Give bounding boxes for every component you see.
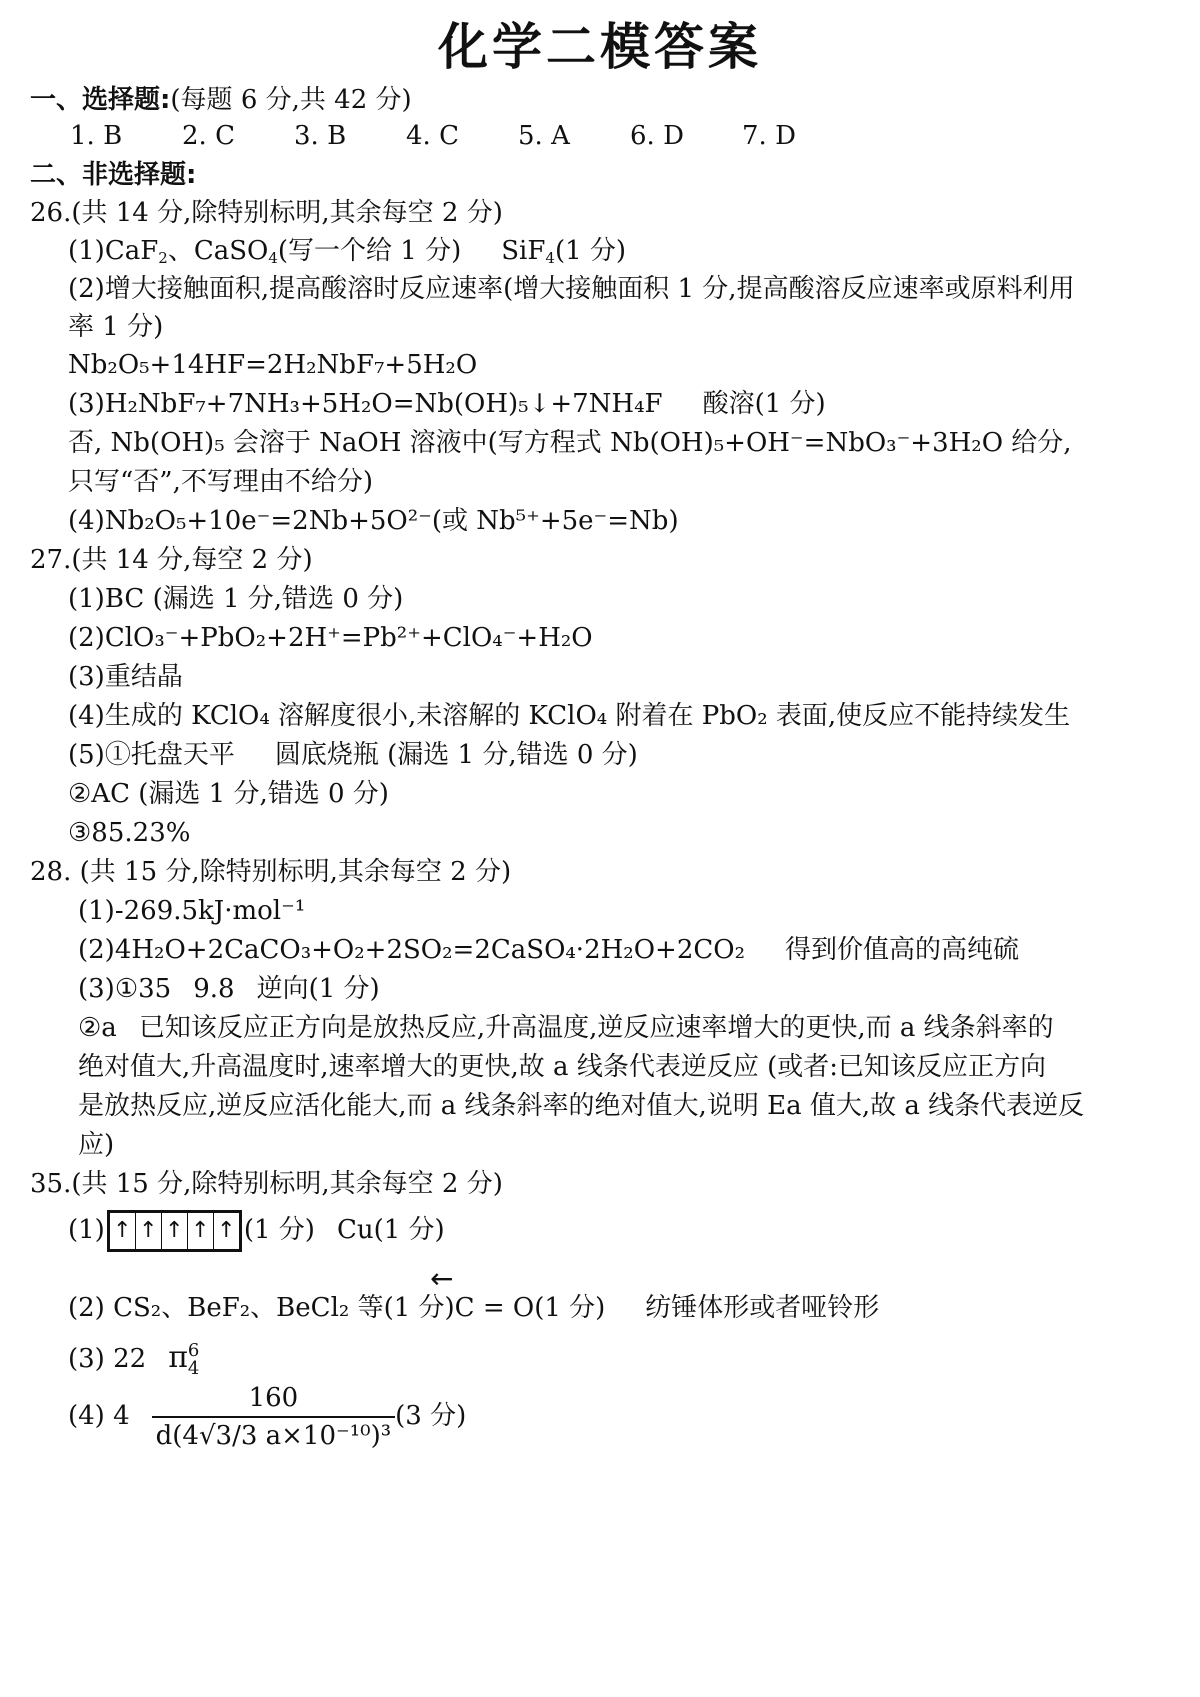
q27-part3: (3)重结晶 <box>68 662 183 692</box>
q35-p2-answer: 纺锤体形或者哑铃形 <box>645 1293 880 1323</box>
section-1-line <box>30 82 412 118</box>
up-arrow-icon: ↑ <box>162 1213 188 1249</box>
q35-part2 <box>68 1290 879 1326</box>
q26-part2-line1: (2)增大接触面积,提高酸溶时反应速率(增大接触面积 1 分,提高酸溶反应速率或原料利用 <box>68 274 1075 304</box>
q26-p1-text: (1)CaF <box>68 236 159 266</box>
q26-p1-score: (1 分) <box>554 236 627 266</box>
q27-p5-answer: (5)①托盘天平 <box>68 740 235 770</box>
section-2-heading: 二、非选择题: <box>30 160 197 190</box>
q26-part4: (4)Nb₂O₅+10e⁻=2Nb+5O²⁻(或 Nb⁵⁺+5e⁻=Nb) <box>68 506 679 536</box>
q35-p1-label: (1) <box>68 1215 105 1245</box>
q26-equation-1: Nb₂O₅+14HF=2H₂NbF₇+5H₂O <box>68 350 478 380</box>
q35-p1-score: (1 分) <box>243 1215 315 1245</box>
q26-part3 <box>68 386 826 422</box>
q28-part2 <box>78 932 1019 968</box>
choice-answer: 2. C <box>182 121 235 151</box>
q28-part3 <box>78 971 380 1007</box>
q35-p3-superscript: 6 <box>187 1340 200 1361</box>
q35-part3 <box>68 1340 199 1378</box>
q26-heading: 26.(共 14 分,除特别标明,其余每空 2 分) <box>30 198 503 228</box>
q28-part3-2-line2: 绝对值大,升高温度时,速率增大的更快,故 a 线条代表逆反应 (或者:已知该反应正方向 <box>78 1052 1046 1082</box>
q26-part1: (1)CaF$_2$、CaSO$_4$(写一个给 1 分) SiF$_4$(1 分) <box>68 236 627 267</box>
choice-answer: 5. A <box>518 121 570 151</box>
q27-part2: (2)ClO₃⁻+PbO₂+2H⁺=Pb²⁺+ClO₄⁻+H₂O <box>68 623 593 653</box>
q27-p5-answer: 圆底烧瓶 (漏选 1 分,错选 0 分) <box>274 740 638 770</box>
fraction-denominator: d(4√3/3 a×10⁻¹⁰)³ <box>155 1421 392 1451</box>
q26-part2-line2: 率 1 分) <box>68 312 164 342</box>
q28-p3-answer: 9.8 <box>193 974 235 1004</box>
q28-part3-2-line3: 是放热反应,逆反应活化能大,而 a 线条斜率的绝对值大,说明 Ea 值大,故 a 线条代表逆反 <box>78 1091 1085 1121</box>
q27-part5-2: ②AC (漏选 1 分,错选 0 分) <box>68 779 389 809</box>
up-arrow-icon: ↑ <box>136 1213 162 1249</box>
q27-part5-3: ③85.23% <box>68 818 191 848</box>
q35-p3-answer: (3) 22 <box>68 1344 147 1374</box>
q26-p3-equation: (3)H₂NbF₇+7NH₃+5H₂O=Nb(OH)₅↓+7NH₄F <box>68 389 663 419</box>
choice-answer: 7. D <box>742 121 796 151</box>
q35-p1-answer: Cu(1 分) <box>336 1215 445 1245</box>
choice-answer: 3. B <box>294 121 347 151</box>
q28-part1: (1)-269.5kJ·mol⁻¹ <box>78 896 306 926</box>
q27-part4: (4)生成的 KClO₄ 溶解度很小,未溶解的 KClO₄ 附着在 PbO₂ 表面,使反应不能持续发生 <box>68 701 1071 731</box>
q28-part3-2-line1 <box>78 1010 1054 1046</box>
up-arrow-icon: ↑ <box>217 1218 236 1243</box>
q28-p4-answer: ②a <box>78 1013 117 1043</box>
q27-part1: (1)BC (漏选 1 分,错选 0 分) <box>68 584 404 614</box>
q28-part3-2-line4: 应) <box>78 1130 115 1160</box>
choice-answer: 1. B <box>70 121 123 151</box>
choice-answer: 4. C <box>406 121 459 151</box>
q26-part3-explain-1: 否, Nb(OH)₅ 会溶于 NaOH 溶液中(写方程式 Nb(OH)₅+OH⁻=NbO₃⁻+3H₂O 给分, <box>68 428 1072 458</box>
fraction-numerator: 160 <box>152 1380 396 1418</box>
q26-p1-note: (写一个给 1 分) <box>277 236 462 266</box>
up-arrow-icon: ↑ <box>110 1213 136 1249</box>
q28-p4-explain: 已知该反应正方向是放热反应,升高温度,逆反应速率增大的更快,而 a 线条斜率的 <box>138 1013 1054 1043</box>
q35-heading: 35.(共 15 分,除特别标明,其余每空 2 分) <box>30 1169 503 1199</box>
q27-part5 <box>68 737 638 773</box>
density-fraction <box>152 1380 396 1454</box>
page-title: 化学二模答案 <box>438 18 762 76</box>
section-1-heading: 一、选择题: <box>30 85 171 115</box>
q35-p2-answer: (2) CS₂、BeF₂、BeCl₂ 等(1 分) <box>68 1293 455 1323</box>
up-arrow-icon: ↑ <box>188 1213 214 1249</box>
q35-p3-subscript: 4 <box>187 1358 200 1379</box>
choice-answer: 6. D <box>630 121 684 151</box>
q28-p3-answer: (3)①35 <box>78 974 172 1004</box>
pi-symbol: π <box>168 1340 188 1375</box>
left-arrow-icon: ← <box>430 1262 454 1295</box>
q26-p3-answer: 酸溶(1 分) <box>702 389 826 419</box>
q35-part1 <box>68 1210 445 1252</box>
q35-p2-answer: C = O(1 分) <box>454 1293 606 1323</box>
q26-p1-text: 、CaSO <box>167 236 269 266</box>
q28-heading: 28. (共 15 分,除特别标明,其余每空 2 分) <box>30 857 512 887</box>
q26-part3-explain-2: 只写“否”,不写理由不给分) <box>68 467 373 497</box>
section-1-note: (每题 6 分,共 42 分) <box>170 85 412 115</box>
q35-p4-score: (3 分) <box>395 1401 467 1431</box>
q35-p4-answer: (4) 4 <box>68 1401 130 1431</box>
q28-p2-answer: 得到价值高的高纯硫 <box>785 935 1020 965</box>
choice-answers <box>70 118 854 154</box>
orbital-diagram <box>107 1210 242 1252</box>
q35-part4 <box>68 1380 466 1454</box>
q26-p1-answer: SiF <box>501 236 546 266</box>
q27-heading: 27.(共 14 分,每空 2 分) <box>30 545 313 575</box>
q28-p2-equation: (2)4H₂O+2CaCO₃+O₂+2SO₂=2CaSO₄·2H₂O+2CO₂ <box>78 935 745 965</box>
q28-p3-answer: 逆向(1 分) <box>256 974 380 1004</box>
